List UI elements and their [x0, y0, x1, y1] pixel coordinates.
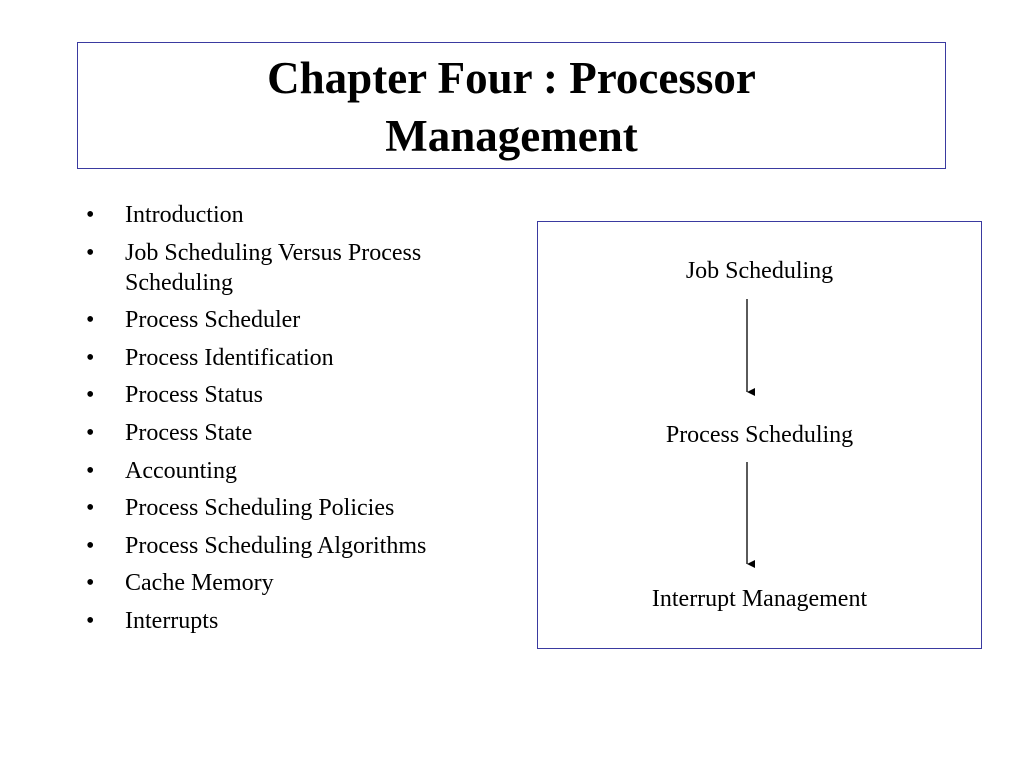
list-item — [86, 305, 506, 335]
diagram-node-interrupt-management: Interrupt Management — [651, 586, 868, 612]
list-item — [86, 531, 506, 561]
bullet-icon: • — [86, 532, 95, 559]
bullet-icon: • — [86, 607, 95, 634]
list-item — [86, 568, 506, 598]
title-box — [77, 42, 946, 169]
list-item-label: Process Scheduler — [125, 307, 301, 334]
diagram-node-process-scheduling: Process Scheduling — [665, 422, 854, 448]
slide-title: Chapter Four : Processor Management — [267, 52, 756, 161]
bullet-icon: • — [86, 457, 95, 484]
list-item-label: Introduction — [125, 202, 244, 228]
list-item — [86, 418, 506, 448]
list-item-label: Interrupts — [125, 607, 219, 634]
bullet-icon: • — [86, 382, 95, 409]
list-item-label: Process Scheduling Policies — [125, 495, 395, 522]
list-item — [86, 456, 506, 486]
scheduling-diagram — [537, 221, 982, 649]
topic-list — [86, 200, 506, 644]
list-item-label: Cache Memory — [125, 570, 274, 597]
list-item — [86, 238, 506, 298]
diagram-node-job-scheduling: Job Scheduling — [685, 258, 834, 284]
bullet-icon: • — [86, 495, 95, 522]
list-item — [86, 606, 506, 636]
list-item — [86, 200, 506, 230]
bullet-icon: • — [86, 344, 95, 371]
list-item-label: Process State — [125, 419, 253, 446]
list-item-label: Accounting — [125, 457, 237, 484]
bullet-icon: • — [86, 570, 95, 597]
list-item — [86, 493, 506, 523]
bullet-icon: • — [86, 202, 95, 228]
bullet-icon: • — [86, 307, 95, 334]
list-item — [86, 380, 506, 410]
list-item-label: Job Scheduling Versus Process Scheduling — [125, 239, 422, 296]
list-item — [86, 343, 506, 373]
bullet-icon: • — [86, 239, 95, 266]
list-item-label: Process Scheduling Algorithms — [125, 532, 427, 559]
bullet-icon: • — [86, 419, 95, 446]
list-item-label: Process Identification — [125, 344, 334, 371]
list-item-label: Process Status — [125, 382, 263, 409]
